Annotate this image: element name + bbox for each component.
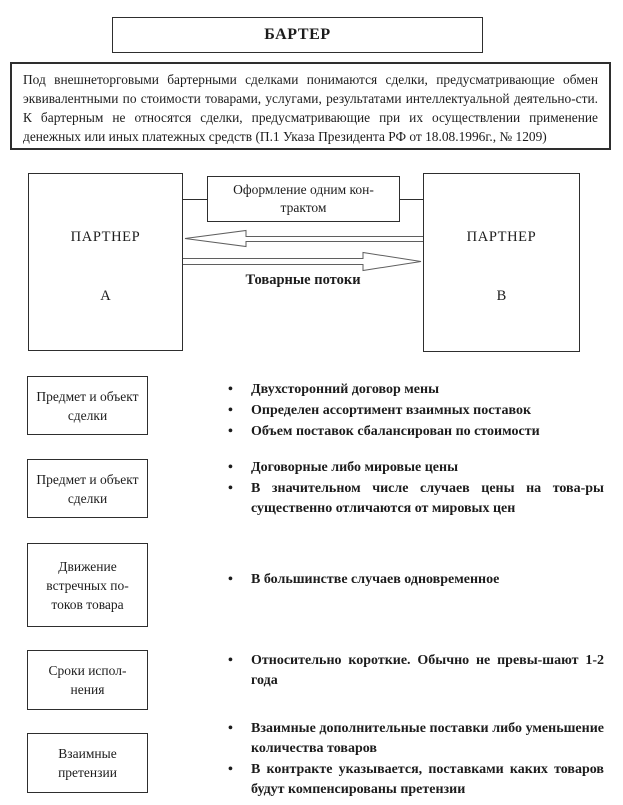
bullet-marker: • [228,382,233,397]
flow-arrow-to-a-icon [185,231,423,247]
contract-label: Оформление одним кон-трактом [233,182,374,215]
bullet-marker: • [228,653,233,668]
list-item [228,479,604,519]
list-item [228,651,604,691]
bullet-marker: • [228,572,233,587]
list-item [228,760,604,800]
flows-label: Товарные потоки [245,272,361,288]
row-label-text: Сроки испол-нения [48,663,127,697]
bullet-text: В большинстве случаев одновременное [251,572,500,587]
bullet-marker: • [228,424,233,439]
partner-a-title: ПАРТНЕР [70,229,141,245]
partner-a-letter: А [100,288,111,304]
row-label-box [27,733,148,793]
bullet-text: Договорные либо мировые цены [251,460,459,475]
row-label-box [27,650,148,710]
row-label-text: Движение встречных по-токов товара [46,558,129,612]
definition-text: Под внешнеторговыми бартерными сделками понимаются сделки, предусматривающие обмен эквивалентными по стоимости товарами, услугами, результатами интеллектуальной деятельно-сти. К бартерным не относятся сделки, предусматривающие при их осуществлении применение денежных или иных платежных средств (П.1 Указа Президента РФ от 18.08.1996г., № 1209) [23,72,598,144]
bullet-marker: • [228,460,233,475]
definition-box [10,62,611,150]
contract-box [207,176,400,222]
bullet-text: Объем поставок сбалансирован по стоимости [251,424,540,439]
bullet-text: Двухсторонний договор мены [251,382,440,397]
row-label-box [27,459,148,518]
bullet-list [228,380,604,442]
bullet-text: Определен ассортимент взаимных поставок [251,403,532,418]
bullet-list [228,570,604,590]
list-item [228,401,604,421]
page-title: БАРТЕР [264,26,331,43]
list-item [228,458,604,478]
partner-b-letter: В [496,288,507,304]
list-item [228,719,604,759]
connector-line-left [183,199,207,200]
row-label-text: Взаимные претензии [58,746,117,780]
bullet-text: В контракте указывается, поставками каких товаров будут компенсированы претензии [251,762,604,797]
flow-arrow-to-b-icon [183,253,421,271]
bullet-text: Относительно короткие. Обычно не превы-шают 1-2 года [251,653,604,688]
connector-line-right [400,199,423,200]
row-label-text: Предмет и объект сделки [36,388,139,423]
bullet-text: Взаимные дополнительные поставки либо уменьшение количества товаров [251,721,604,756]
bullet-text: В значительном числе случаев цены на това-ры существенно отличаются от мировых цен [251,481,604,516]
bullet-list [228,458,604,519]
goods-flow-arrows [183,225,423,275]
bullet-marker: • [228,721,233,736]
row-label-box [27,376,148,435]
bullet-list [228,651,604,691]
partner-b-box [423,173,580,352]
partner-a-box [28,173,183,351]
bullet-list [228,719,604,800]
row-label-text: Предмет и объект сделки [36,471,139,506]
bullet-marker: • [228,481,233,496]
partner-b-title: ПАРТНЕР [466,229,537,245]
row-label-box [27,543,148,627]
list-item [228,380,604,400]
list-item [228,570,604,590]
bullet-marker: • [228,762,233,777]
list-item [228,422,604,442]
title-box [112,17,483,53]
bullet-marker: • [228,403,233,418]
